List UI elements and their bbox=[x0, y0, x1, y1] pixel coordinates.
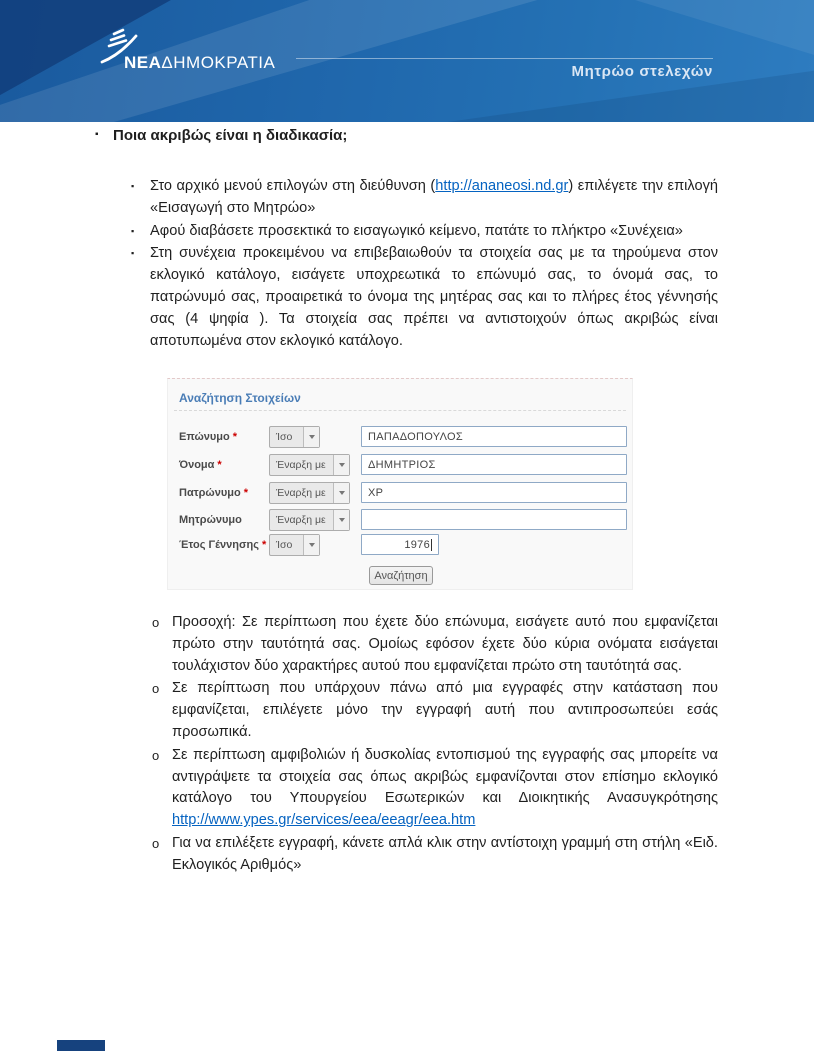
list-item bbox=[150, 833, 718, 877]
list-item bbox=[150, 745, 718, 832]
input-value: 1976 bbox=[404, 538, 430, 551]
operator-select[interactable] bbox=[269, 482, 350, 504]
chevron-down-icon bbox=[303, 427, 319, 447]
operator-value: Ίσο bbox=[276, 431, 293, 443]
circle-bullet-marker: o bbox=[152, 615, 160, 630]
operator-value: Έναρξη με bbox=[276, 459, 326, 471]
chevron-down-icon bbox=[333, 483, 349, 503]
operator-select[interactable] bbox=[269, 426, 320, 448]
sub-bullet-text: Προσοχή: Σε περίπτωση που έχετε δύο επώνυμα, εισάγετε αυτό που εμφανίζεται πρώτο στην ταυτότητά σας. Ομοίως εφόσον έχετε δύο κύρια ονόματα εισάγεται τουλάχιστον δύο χαρακτήρες αυτού που εμφανίζεται πρώτο στη ταυτότητά σας. bbox=[172, 614, 718, 674]
bullet-marker: ▪ bbox=[131, 225, 135, 236]
sub-bullet-list bbox=[150, 612, 718, 878]
nd-logo-text bbox=[124, 53, 275, 73]
form-row-eponymo bbox=[168, 426, 632, 448]
required-asterisk: * bbox=[217, 459, 222, 471]
form-row-patronymo bbox=[168, 482, 632, 504]
field-label bbox=[179, 539, 266, 551]
chevron-down-icon bbox=[333, 510, 349, 530]
bullet-text: Στη συνέχεια προκειμένου να επιβεβαιωθούν τα στοιχεία σας με τα τηρούμενα στον εκλογικό κατάλογο, εισάγετε υποχρεωτικά το επώνυμό σας, το όνομά σας, το πατρώνυμό σας, προαιρετικά το όνομα της μητέρας σας και το πλήρες έτος γέννησής σας (4 ψηφία ). Τα στοιχεία σας πρέπει να αντιστοιχούν όπως ακριβώς είναι αποτυπωμένα στον εκλογικό κατάλογο. bbox=[150, 245, 718, 349]
footer-page-mark bbox=[57, 1040, 105, 1051]
form-row-mitronymo bbox=[168, 509, 632, 531]
form-row-etos bbox=[168, 534, 632, 556]
field-label-text: Πατρώνυμο bbox=[179, 487, 241, 499]
logo-dimokratia: ΔΗΜΟΚΡΑΤΙΑ bbox=[161, 53, 276, 72]
list-item bbox=[131, 243, 718, 352]
field-label bbox=[179, 459, 222, 471]
field-label bbox=[179, 431, 237, 443]
form-row-onoma bbox=[168, 454, 632, 476]
required-asterisk: * bbox=[261, 539, 267, 551]
input-value: ΔΗΜΗΤΡΙΟΣ bbox=[368, 458, 436, 471]
form-title: Αναζήτηση Στοιχείων bbox=[179, 391, 301, 405]
ananeosi-link[interactable]: http://ananeosi.nd.gr bbox=[435, 178, 569, 194]
input-value: ΧΡ bbox=[368, 486, 384, 499]
required-asterisk: * bbox=[243, 487, 248, 499]
search-form-screenshot bbox=[167, 378, 633, 590]
operator-value: Έναρξη με bbox=[276, 487, 326, 499]
form-divider bbox=[174, 410, 626, 411]
heading-bullet-marker: ▪ bbox=[95, 129, 99, 140]
firstname-input[interactable] bbox=[361, 454, 627, 475]
input-value: ΠΑΠΑΔΟΠΟΥΛΟΣ bbox=[368, 430, 463, 443]
field-label-text: Μητρώνυμο bbox=[179, 514, 242, 526]
bullet-marker: ▪ bbox=[131, 181, 135, 191]
required-asterisk: * bbox=[232, 431, 237, 443]
bullet-list bbox=[131, 176, 718, 353]
search-button[interactable]: Αναζήτηση bbox=[369, 566, 433, 585]
header-banner bbox=[0, 0, 814, 122]
page-title: Ποια ακριβώς είναι η διαδικασία; bbox=[113, 127, 348, 144]
operator-select[interactable] bbox=[269, 534, 320, 556]
sub-bullet-text: Για να επιλέξετε εγγραφή, κάνετε απλά κλικ στην αντίστοιχη γραμμή στη στήλη «Ειδ. Εκλογικός Αριθμός» bbox=[172, 834, 718, 873]
field-label bbox=[179, 514, 245, 526]
list-item bbox=[131, 221, 718, 243]
ypes-link[interactable]: http://www.ypes.gr/services/eea/eeagr/eea.htm bbox=[172, 812, 476, 829]
field-label bbox=[179, 487, 248, 499]
list-item bbox=[131, 176, 718, 220]
bullet-text-post: ) επιλέγετε την επιλογή «Εισαγωγή στο Μητρώο» bbox=[150, 178, 718, 216]
list-item bbox=[150, 612, 718, 677]
chevron-down-icon bbox=[333, 455, 349, 475]
operator-value: Έναρξη με bbox=[276, 514, 326, 526]
fathersname-input[interactable] bbox=[361, 482, 627, 503]
field-label-text: Όνομα bbox=[179, 459, 215, 471]
surname-input[interactable] bbox=[361, 426, 627, 447]
operator-select[interactable] bbox=[269, 509, 350, 531]
field-label-text: Έτος Γέννησης bbox=[179, 539, 259, 551]
chevron-down-icon bbox=[303, 535, 319, 555]
banner-subtitle: Μητρώο στελεχών bbox=[571, 63, 713, 80]
sub-bullet-text-pre: Σε περίπτωση αμφιβολιών ή δυσκολίας εντοπισμού της εγγραφής σας μπορείτε να αντιγράψετε τα στοιχεία σας όπως ακριβώς εμφανίζονται στον επίσημο εκλογικό κατάλογο του Υπουργείου Εσωτερικών και Διοικητικής Ανασυγκρότησης bbox=[172, 746, 718, 807]
circle-bullet-marker: o bbox=[152, 747, 160, 763]
operator-value: Ίσο bbox=[276, 539, 293, 551]
logo-nea: ΝΕΑ bbox=[124, 53, 162, 72]
list-item bbox=[150, 678, 718, 743]
text-cursor bbox=[431, 539, 432, 551]
field-label-text: Επώνυμο bbox=[179, 431, 230, 443]
circle-bullet-marker: o bbox=[152, 835, 160, 851]
circle-bullet-marker: o bbox=[152, 681, 160, 697]
bullet-text: Αφού διαβάσετε προσεκτικά το εισαγωγικό κείμενο, πατάτε το πλήκτρο «Συνέχεια» bbox=[150, 222, 683, 239]
bullet-marker: ▪ bbox=[131, 248, 135, 259]
birthyear-input[interactable] bbox=[361, 534, 439, 555]
bullet-text-pre: Στο αρχικό μενού επιλογών στη διεύθυνση ( bbox=[150, 178, 436, 194]
operator-select[interactable] bbox=[269, 454, 350, 476]
mothersname-input[interactable] bbox=[361, 509, 627, 530]
banner-divider-line bbox=[296, 58, 713, 59]
sub-bullet-text: Σε περίπτωση που υπάρχουν πάνω από μια εγγραφές στην κατάσταση που εμφανίζεται, επιλέγετε μόνο την εγγραφή αυτή που αντιπροσωπεύει εσάς προσωπικά. bbox=[172, 680, 718, 740]
